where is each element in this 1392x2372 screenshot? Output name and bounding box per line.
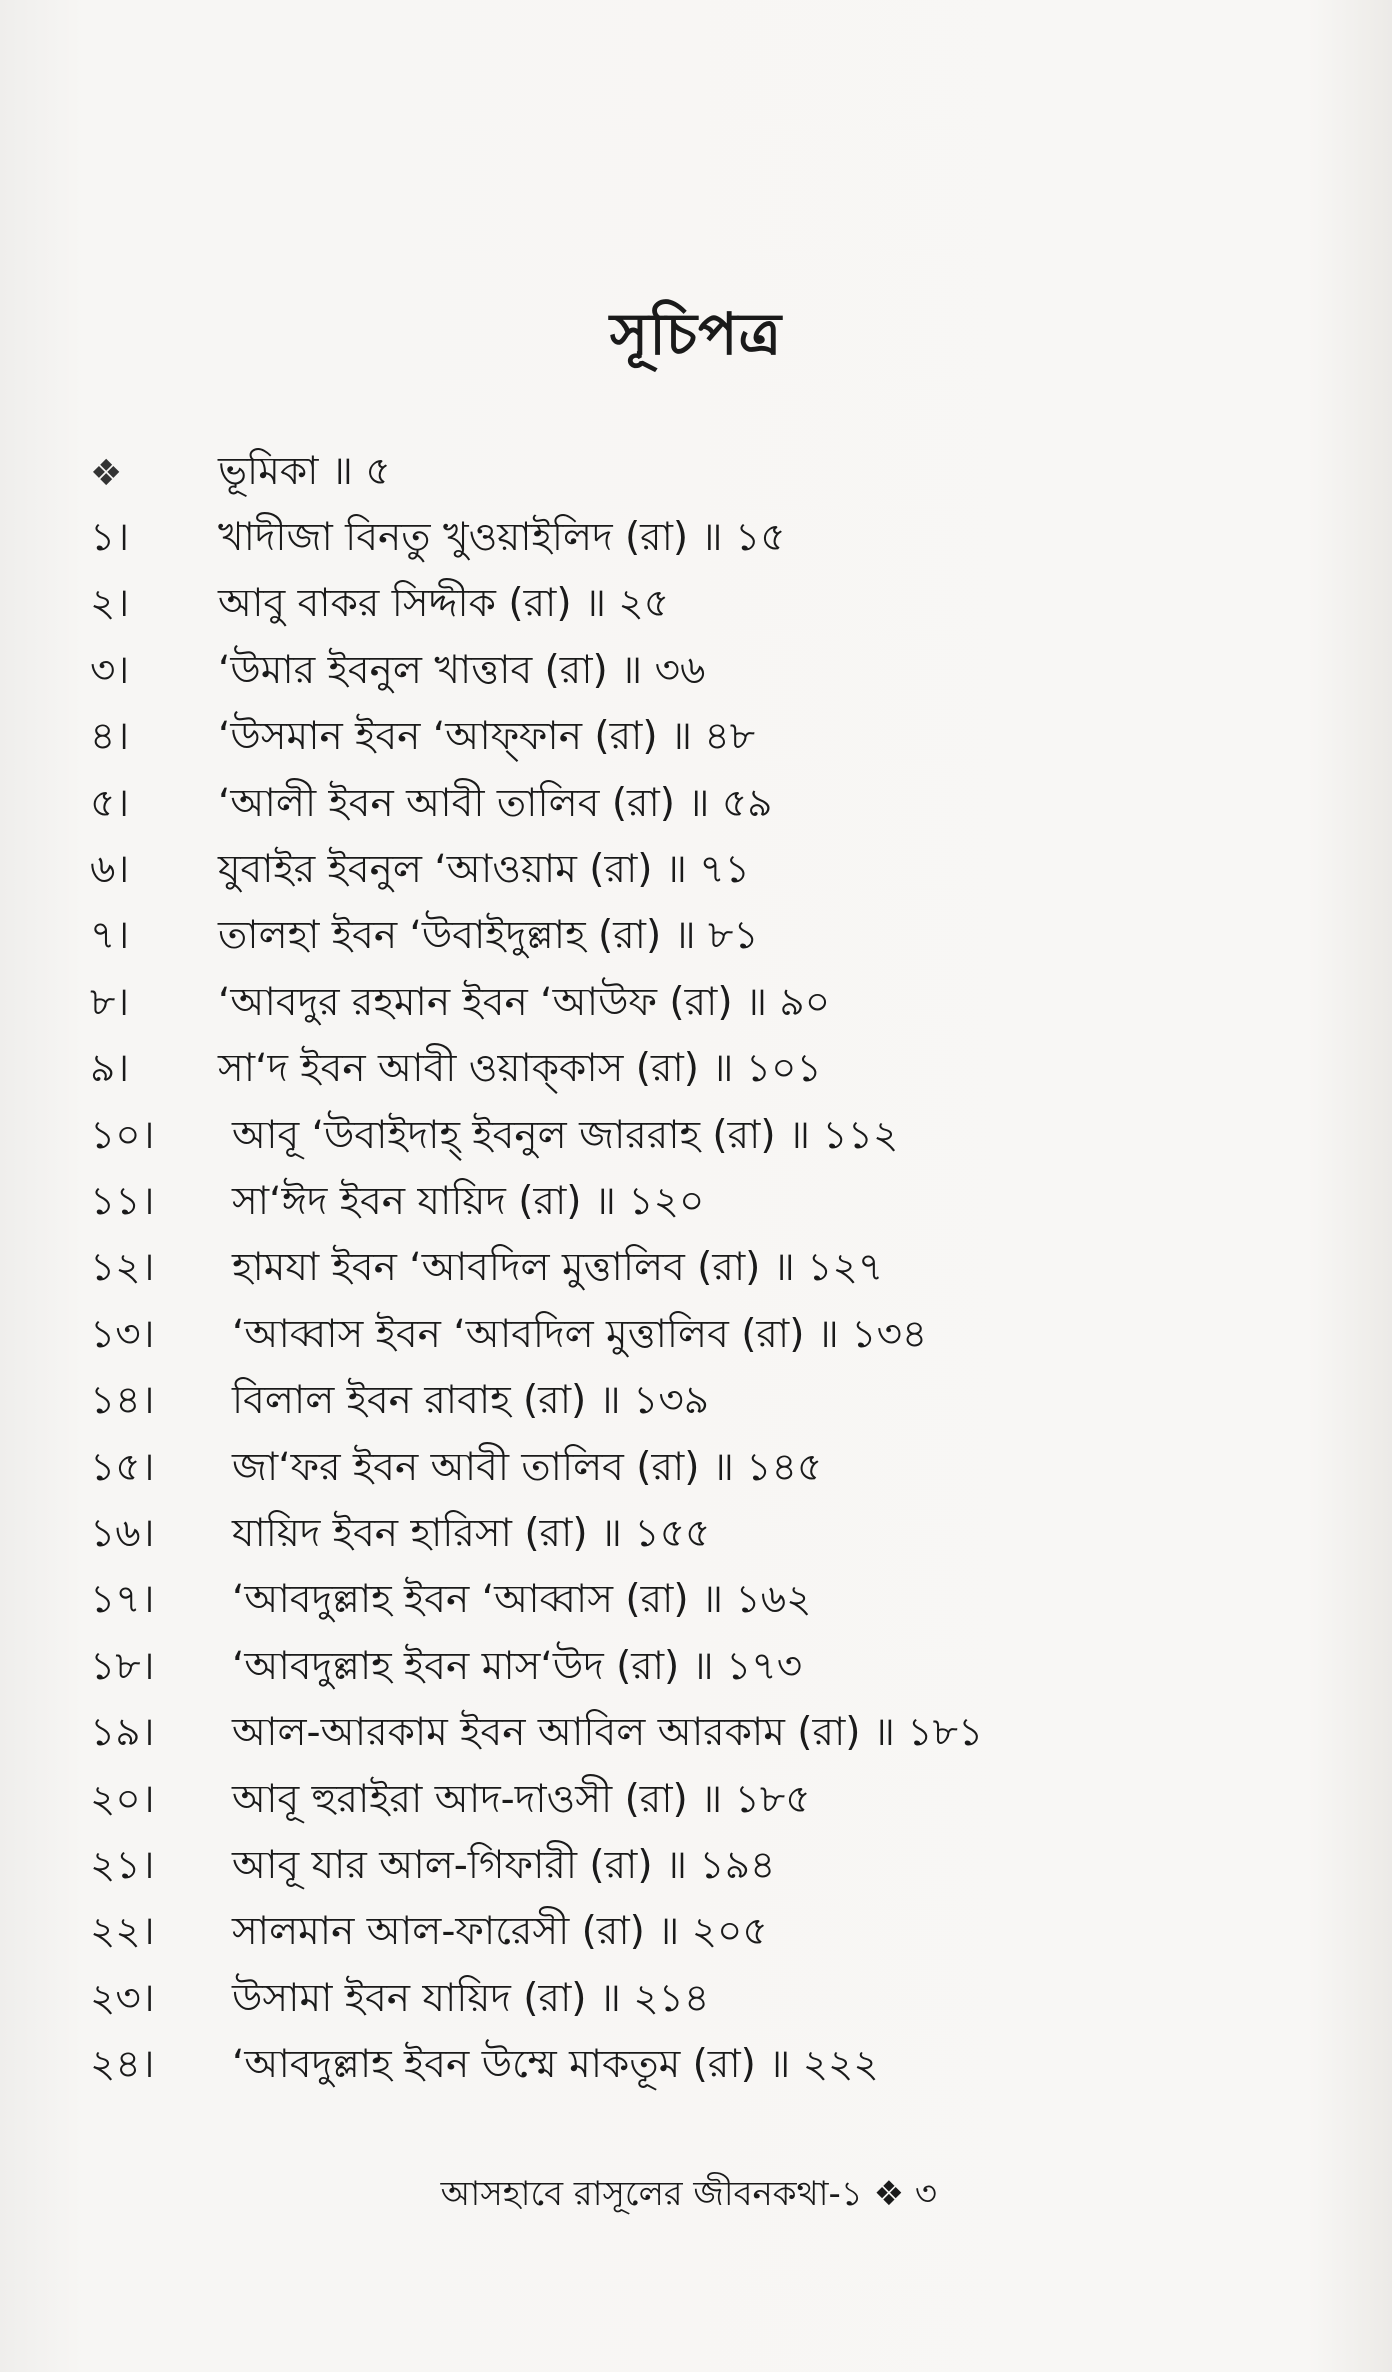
toc-entry-intro	[90, 440, 1300, 506]
toc-entry-text: তালহা ইবন ‘উবাইদুল্লাহ (রা) ॥ ৮১	[218, 913, 759, 959]
toc-entry-number: ৮।	[90, 979, 130, 1025]
toc-entry	[90, 639, 1300, 705]
toc-entry-text: আবূ যার আল-গিফারী (রা) ॥ ১৯৪	[232, 1842, 776, 1888]
toc-entry	[90, 1569, 1300, 1635]
toc-entry-text: ‘আবদুল্লাহ ইবন মাস‘উদ (রা) ॥ ১৭৩	[232, 1643, 803, 1689]
toc-entry-number: ১১।	[90, 1178, 155, 1224]
toc-entry-text: সালমান আল-ফারেসী (রা) ॥ ২০৫	[232, 1909, 768, 1955]
toc-entry-text: হামযা ইবন ‘আবদিল মুত্তালিব (রা) ॥ ১২৭	[232, 1245, 884, 1291]
toc-entry-number: ৩।	[90, 647, 130, 693]
toc-entry-number: ৭।	[90, 913, 130, 959]
page-footer: আসহাবে রাসূলের জীবনকথা-১ ❖ ৩	[440, 2174, 937, 2214]
toc-entry-text: আবু বাকর সিদ্দীক (রা) ॥ ২৫	[218, 581, 670, 627]
toc-entry	[90, 905, 1300, 971]
toc-entry-number: ৫।	[90, 780, 130, 826]
toc-entry-text: বিলাল ইবন রাবাহ (রা) ॥ ১৩৯	[232, 1378, 710, 1424]
toc-entry	[90, 1170, 1300, 1236]
toc-entry-text: যায়িদ ইবন হারিসা (রা) ॥ ১৫৫	[232, 1510, 711, 1556]
toc-entry-number: ১৮।	[90, 1643, 155, 1689]
toc-entry-number: ১৬।	[90, 1510, 155, 1556]
toc-entry	[90, 1104, 1300, 1170]
toc-entry-number: ২।	[90, 581, 130, 627]
toc-entry-text: সা‘ঈদ ইবন যায়িদ (রা) ॥ ১২০	[232, 1178, 705, 1224]
table-of-contents	[90, 440, 1300, 2100]
toc-entry-number: ১২।	[90, 1245, 155, 1291]
toc-entry-number: ৬।	[90, 847, 130, 893]
toc-entry-number: ১৭।	[90, 1577, 155, 1623]
toc-entry	[90, 1701, 1300, 1767]
toc-entry	[90, 1369, 1300, 1435]
toc-entry	[90, 506, 1300, 572]
toc-entry-number: ২৪।	[90, 2042, 155, 2088]
toc-entry-text: আবূ হুরাইরা আদ-দাওসী (রা) ॥ ১৮৫	[232, 1776, 811, 1822]
toc-entry-text: ‘উসমান ইবন ‘আফ্‌ফান (রা) ॥ ৪৮	[218, 714, 756, 760]
toc-entry-number: ২৩।	[90, 1975, 155, 2021]
toc-entry-number: ২০।	[90, 1776, 155, 1822]
toc-entry-number: ১৯।	[90, 1710, 155, 1756]
toc-entry	[90, 573, 1300, 639]
toc-entry	[90, 1967, 1300, 2033]
toc-entry-number: ১৫।	[90, 1444, 155, 1490]
toc-entry-text: উসামা ইবন যায়িদ (রা) ॥ ২১৪	[232, 1975, 710, 2021]
toc-entry	[90, 1038, 1300, 1104]
toc-entry-number: ৯।	[90, 1046, 130, 1092]
toc-entry	[90, 971, 1300, 1037]
toc-entry-text: সা‘দ ইবন আবী ওয়াক্‌কাস (রা) ॥ ১০১	[218, 1046, 822, 1092]
toc-entry	[90, 1436, 1300, 1502]
toc-entry	[90, 1768, 1300, 1834]
page-title: সূচিপত্র	[609, 300, 783, 368]
toc-entry-text: ‘আবদুর রহমান ইবন ‘আউফ (রা) ॥ ৯০	[218, 979, 831, 1025]
toc-entry-text: ‘আব্বাস ইবন ‘আবদিল মুত্তালিব (রা) ॥ ১৩৪	[232, 1311, 928, 1357]
toc-entry-number: ১০।	[90, 1112, 155, 1158]
toc-entry	[90, 1635, 1300, 1701]
toc-entry-text: জা‘ফর ইবন আবী তালিব (রা) ॥ ১৪৫	[232, 1444, 823, 1490]
toc-entry-text: খাদীজা বিনতু খুওয়াইলিদ (রা) ॥ ১৫	[218, 515, 786, 561]
toc-entry-text: আবূ ‘উবাইদাহ্‌ ইবনুল জাররাহ (রা) ॥ ১১২	[232, 1112, 899, 1158]
toc-entry	[90, 1502, 1300, 1568]
diamond-bullet-icon: ❖	[90, 452, 123, 494]
toc-entry	[90, 1303, 1300, 1369]
toc-entry-number: ৪।	[90, 714, 130, 760]
toc-entry-text: ভূমিকা ॥ ৫	[218, 448, 391, 494]
toc-entry-number: ১৪।	[90, 1378, 155, 1424]
toc-entry	[90, 1901, 1300, 1967]
toc-entry-text: ‘আবদুল্লাহ ইবন উম্মে মাকতূম (রা) ॥ ২২২	[232, 2042, 879, 2088]
toc-entry-number: ১৩।	[90, 1311, 155, 1357]
toc-entry-number: ১।	[90, 515, 130, 561]
toc-entry-text: ‘আলী ইবন আবী তালিব (রা) ॥ ৫৯	[218, 780, 773, 826]
toc-entry	[90, 2033, 1300, 2099]
toc-entry	[90, 1237, 1300, 1303]
toc-entry-number: ২১।	[90, 1842, 155, 1888]
toc-entry	[90, 838, 1300, 904]
toc-entry-number: ২২।	[90, 1909, 155, 1955]
toc-entry	[90, 1834, 1300, 1900]
toc-entry-text: যুবাইর ইবনুল ‘আওয়াম (রা) ॥ ৭১	[218, 847, 750, 893]
toc-entry-text: ‘আবদুল্লাহ ইবন ‘আব্বাস (রা) ॥ ১৬২	[232, 1577, 812, 1623]
toc-entry-text: আল-আরকাম ইবন আবিল আরকাম (রা) ॥ ১৮১	[232, 1710, 984, 1756]
toc-entry	[90, 772, 1300, 838]
toc-entry	[90, 706, 1300, 772]
toc-entry-text: ‘উমার ইবনুল খাত্তাব (রা) ॥ ৩৬	[218, 647, 706, 693]
